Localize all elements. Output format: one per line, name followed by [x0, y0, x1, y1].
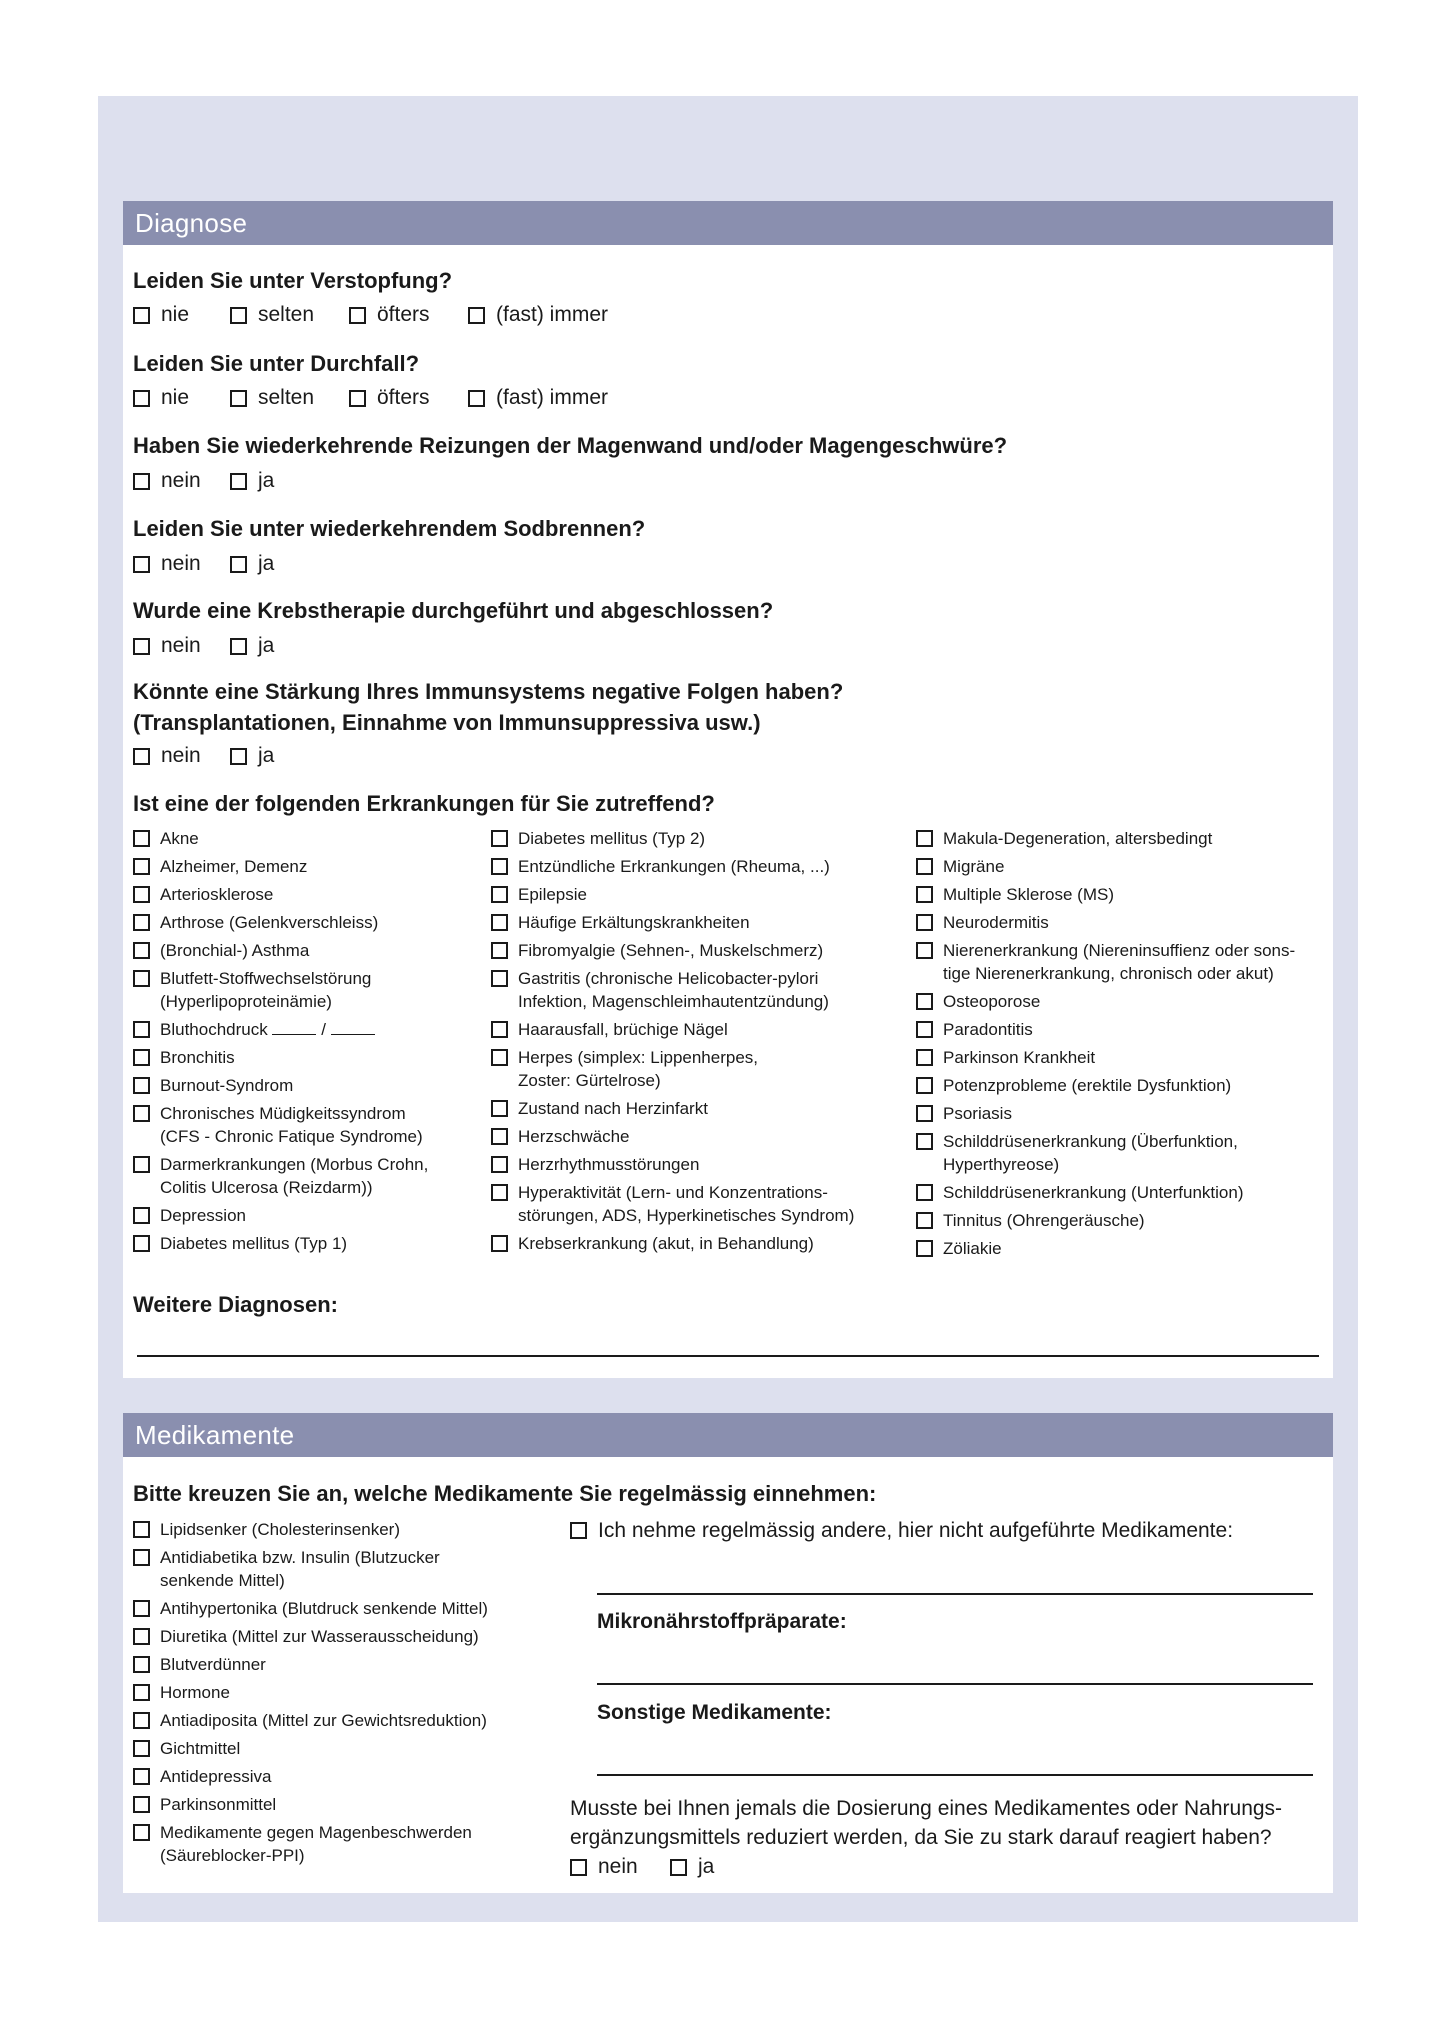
option-fast-immer[interactable]: (fast) immer	[468, 384, 608, 412]
medikamente-header: Medikamente	[123, 1413, 1333, 1457]
checkbox[interactable]	[133, 1824, 150, 1841]
checkbox[interactable]	[916, 1212, 933, 1229]
list-item[interactable]: Hyperaktivität (Lern- und Konzentrations- störungen, ADS, Hyperkinetisches Syndrom)	[491, 1181, 911, 1227]
checkbox[interactable]	[916, 1240, 933, 1257]
list-item[interactable]: Blutfett-Stoffwechselstörung (Hyperlipoproteinämie)	[133, 967, 473, 1013]
medication-list	[133, 1518, 533, 1872]
checkbox[interactable]	[491, 1156, 508, 1173]
list-item[interactable]: Arthrose (Gelenkverschleiss)	[133, 911, 473, 934]
checkbox[interactable]	[916, 942, 933, 959]
list-item[interactable]: Depression	[133, 1204, 473, 1227]
list-item[interactable]: Antiadiposita (Mittel zur Gewichtsreduktion)	[133, 1709, 533, 1732]
checkbox[interactable]	[133, 858, 150, 875]
option-ja[interactable]: ja	[230, 550, 274, 578]
checkbox[interactable]	[133, 1656, 150, 1673]
checkbox[interactable]	[133, 1156, 150, 1173]
checkbox[interactable]	[916, 1105, 933, 1122]
checkbox[interactable]	[230, 307, 247, 324]
checkbox[interactable]	[349, 390, 366, 407]
list-item[interactable]: Chronisches Müdigkeitssyndrom (CFS - Chronic Fatique Syndrome)	[133, 1102, 473, 1148]
checkbox[interactable]	[133, 1768, 150, 1785]
weitere-diagnosen-label: Weitere Diagnosen:	[133, 1292, 338, 1317]
checkbox[interactable]	[133, 970, 150, 987]
options-magen	[133, 467, 274, 495]
checkbox[interactable]	[230, 556, 247, 573]
checkbox[interactable]	[491, 970, 508, 987]
options-dosierung	[570, 1853, 714, 1881]
checkbox[interactable]	[230, 473, 247, 490]
option-ja[interactable]: ja	[670, 1853, 714, 1881]
options-immunsystem	[133, 742, 274, 770]
list-item[interactable]: Lipidsenker (Cholesterinsenker)	[133, 1518, 533, 1541]
diastolic-field[interactable]	[331, 1019, 375, 1035]
checkbox[interactable]	[491, 914, 508, 931]
checkbox[interactable]	[230, 390, 247, 407]
list-item[interactable]: Psoriasis	[916, 1102, 1326, 1125]
list-item[interactable]: Alzheimer, Demenz	[133, 855, 473, 878]
list-item[interactable]: Darmerkrankungen (Morbus Crohn, Colitis Ulcerosa (Reizdarm))	[133, 1153, 473, 1199]
checkbox[interactable]	[133, 830, 150, 847]
checkbox[interactable]	[916, 858, 933, 875]
checkbox[interactable]	[491, 1128, 508, 1145]
option-ja[interactable]: ja	[230, 467, 274, 495]
option-ja[interactable]: ja	[230, 742, 274, 770]
option-nein[interactable]: nein	[133, 550, 230, 578]
checkbox[interactable]	[491, 1049, 508, 1066]
option-nie[interactable]: nie	[133, 301, 230, 329]
diagnose-header: Diagnose	[123, 201, 1333, 245]
checkbox[interactable]	[133, 1521, 150, 1538]
options-verstopfung	[133, 301, 608, 329]
checkbox[interactable]	[133, 1684, 150, 1701]
question-immunsystem-note: (Transplantationen, Einnahme von Immunsuppressiva usw.)	[133, 710, 761, 735]
checkbox[interactable]	[491, 942, 508, 959]
option-oefters[interactable]: öfters	[349, 384, 468, 412]
checkbox[interactable]	[133, 1207, 150, 1224]
disease-column-2	[491, 827, 911, 1260]
checkbox[interactable]	[133, 748, 150, 765]
list-item[interactable]: Gastritis (chronische Helicobacter-pylori Infektion, Magenschleimhautentzündung)	[491, 967, 911, 1013]
option-oefters[interactable]: öfters	[349, 301, 468, 329]
list-item[interactable]: Schilddrüsenerkrankung (Überfunktion, Hyperthyreose)	[916, 1130, 1326, 1176]
medikamente-section	[123, 1413, 1333, 1893]
checkbox[interactable]	[133, 307, 150, 324]
diagnose-section	[123, 201, 1333, 1378]
checkbox[interactable]	[133, 886, 150, 903]
disease-column-3	[916, 827, 1326, 1265]
question-erkrankungen: Ist eine der folgenden Erkrankungen für Sie zutreffend?	[133, 791, 715, 816]
list-item[interactable]: Diuretika (Mittel zur Wasserausscheidung)	[133, 1625, 533, 1648]
checkbox[interactable]	[133, 1549, 150, 1566]
list-item[interactable]: Schilddrüsenerkrankung (Unterfunktion)	[916, 1181, 1326, 1204]
list-item[interactable]: Epilepsie	[491, 883, 911, 906]
checkbox[interactable]	[491, 1184, 508, 1201]
list-item[interactable]: Neurodermitis	[916, 911, 1326, 934]
list-item[interactable]: Fibromyalgie (Sehnen-, Muskelschmerz)	[491, 939, 911, 962]
list-item[interactable]: Parkinsonmittel	[133, 1793, 533, 1816]
checkbox[interactable]	[133, 914, 150, 931]
list-item[interactable]: Haarausfall, brüchige Nägel	[491, 1018, 911, 1041]
list-item[interactable]: Makula-Degeneration, altersbedingt	[916, 827, 1326, 850]
checkbox[interactable]	[916, 830, 933, 847]
list-item[interactable]: Diabetes mellitus (Typ 1)	[133, 1232, 473, 1255]
checkbox[interactable]	[133, 1049, 150, 1066]
list-item[interactable]: Tinnitus (Ohrengeräusche)	[916, 1209, 1326, 1232]
checkbox[interactable]	[133, 1740, 150, 1757]
mikronaehrstoff-label: Mikronährstoffpräparate:	[597, 1610, 847, 1633]
option-nie[interactable]: nie	[133, 384, 230, 412]
checkbox[interactable]	[916, 1077, 933, 1094]
question-sodbrennen: Leiden Sie unter wiederkehrendem Sodbrennen?	[133, 516, 646, 541]
checkbox[interactable]	[491, 886, 508, 903]
medikamente-question: Bitte kreuzen Sie an, welche Medikamente Sie regelmässig einnehmen:	[133, 1481, 877, 1506]
checkbox[interactable]	[133, 1105, 150, 1122]
question-magen: Haben Sie wiederkehrende Reizungen der Magenwand und/oder Magengeschwüre?	[133, 433, 1008, 458]
checkbox[interactable]	[133, 1628, 150, 1645]
checkbox[interactable]	[133, 1235, 150, 1252]
checkbox[interactable]	[916, 1133, 933, 1150]
sonstige-medikamente-label: Sonstige Medikamente:	[597, 1701, 832, 1724]
checkbox[interactable]	[133, 1021, 150, 1038]
checkbox[interactable]	[916, 1184, 933, 1201]
list-item[interactable]: Zöliakie	[916, 1237, 1326, 1260]
checkbox[interactable]	[570, 1522, 587, 1539]
checkbox[interactable]	[133, 1796, 150, 1813]
list-item[interactable]: Nierenerkrankung (Niereninsuffienz oder sons- tige Nierenerkrankung, chronisch oder akut)	[916, 939, 1326, 985]
list-item[interactable]: Zustand nach Herzinfarkt	[491, 1097, 911, 1120]
list-item[interactable]: Herzrhythmusstörungen	[491, 1153, 911, 1176]
option-ja[interactable]: ja	[230, 632, 274, 660]
checkbox[interactable]	[133, 1077, 150, 1094]
andere-medikamente-input[interactable]	[597, 1593, 1313, 1595]
list-item[interactable]: Migräne	[916, 855, 1326, 878]
checkbox[interactable]	[133, 638, 150, 655]
list-item[interactable]: Bronchitis	[133, 1046, 473, 1069]
checkbox[interactable]	[570, 1859, 587, 1876]
sonstige-medikamente-input[interactable]	[597, 1774, 1313, 1776]
question-krebstherapie: Wurde eine Krebstherapie durchgeführt und abgeschlossen?	[133, 598, 774, 623]
disease-column-1	[133, 827, 473, 1260]
list-item[interactable]: Herzschwäche	[491, 1125, 911, 1148]
checkbox[interactable]	[468, 390, 485, 407]
checkbox[interactable]	[133, 942, 150, 959]
list-item[interactable]: Blutverdünner	[133, 1653, 533, 1676]
list-item[interactable]: Entzündliche Erkrankungen (Rheuma, ...)	[491, 855, 911, 878]
options-sodbrennen	[133, 550, 274, 578]
list-item[interactable]: Häufige Erkältungskrankheiten	[491, 911, 911, 934]
checkbox[interactable]	[468, 307, 485, 324]
checkbox[interactable]	[230, 638, 247, 655]
systolic-field[interactable]	[272, 1019, 316, 1035]
list-item[interactable]: Paradontitis	[916, 1018, 1326, 1041]
option-fast-immer[interactable]: (fast) immer	[468, 301, 608, 329]
list-item[interactable]: Hormone	[133, 1681, 533, 1704]
list-item[interactable]: Krebserkrankung (akut, in Behandlung)	[491, 1232, 911, 1255]
list-item[interactable]: Antidiabetika bzw. Insulin (Blutzucker senkende Mittel)	[133, 1546, 533, 1592]
checkbox[interactable]	[133, 556, 150, 573]
checkbox[interactable]	[491, 1100, 508, 1117]
options-krebstherapie	[133, 632, 274, 660]
checkbox[interactable]	[491, 1235, 508, 1252]
weitere-diagnosen-input[interactable]	[137, 1355, 1319, 1357]
checkbox[interactable]	[916, 993, 933, 1010]
list-item[interactable]: Herpes (simplex: Lippenherpes, Zoster: Gürtelrose)	[491, 1046, 911, 1092]
list-item[interactable]: (Bronchial-) Asthma	[133, 939, 473, 962]
checkbox[interactable]	[670, 1859, 687, 1876]
list-item[interactable]: Medikamente gegen Magenbeschwerden (Säureblocker-PPI)	[133, 1821, 533, 1867]
list-item[interactable]: Diabetes mellitus (Typ 2)	[491, 827, 911, 850]
checkbox[interactable]	[491, 1021, 508, 1038]
option-selten[interactable]: selten	[230, 301, 349, 329]
checkbox[interactable]	[916, 1021, 933, 1038]
checkbox[interactable]	[133, 1600, 150, 1617]
andere-medikamente-option[interactable]: Ich nehme regelmässig andere, hier nicht aufgeführte Medikamente:	[570, 1517, 1233, 1545]
checkbox[interactable]	[133, 390, 150, 407]
list-item[interactable]: Antihypertonika (Blutdruck senkende Mittel)	[133, 1597, 533, 1620]
checkbox[interactable]	[916, 1049, 933, 1066]
question-verstopfung: Leiden Sie unter Verstopfung?	[133, 268, 453, 293]
list-item[interactable]: Burnout-Syndrom	[133, 1074, 473, 1097]
options-durchfall	[133, 384, 608, 412]
option-selten[interactable]: selten	[230, 384, 349, 412]
list-item[interactable]: Osteoporose	[916, 990, 1326, 1013]
checkbox[interactable]	[133, 1712, 150, 1729]
checkbox[interactable]	[491, 830, 508, 847]
list-item[interactable]: Potenzprobleme (erektile Dysfunktion)	[916, 1074, 1326, 1097]
dosierung-question-cont: ergänzungsmittels reduziert werden, da Sie zu stark darauf reagiert haben?	[570, 1826, 1272, 1849]
checkbox[interactable]	[133, 473, 150, 490]
option-nein[interactable]: nein	[133, 467, 230, 495]
list-item[interactable]: Parkinson Krankheit	[916, 1046, 1326, 1069]
list-item[interactable]: Antidepressiva	[133, 1765, 533, 1788]
checkbox[interactable]	[491, 858, 508, 875]
checkbox[interactable]	[916, 914, 933, 931]
mikronaehrstoff-input[interactable]	[597, 1683, 1313, 1685]
checkbox[interactable]	[916, 886, 933, 903]
option-nein[interactable]: nein	[570, 1853, 670, 1881]
list-item[interactable]: Arteriosklerose	[133, 883, 473, 906]
option-nein[interactable]: nein	[133, 632, 230, 660]
dosierung-question: Musste bei Ihnen jemals die Dosierung eines Medikamentes oder Nahrungs-	[570, 1797, 1283, 1820]
question-durchfall: Leiden Sie unter Durchfall?	[133, 351, 420, 376]
option-nein[interactable]: nein	[133, 742, 230, 770]
list-item[interactable]: Akne	[133, 827, 473, 850]
checkbox[interactable]	[349, 307, 366, 324]
question-immunsystem: Könnte eine Stärkung Ihres Immunsystems negative Folgen haben?	[133, 679, 844, 704]
list-item[interactable]: Gichtmittel	[133, 1737, 533, 1760]
checkbox[interactable]	[230, 748, 247, 765]
list-item[interactable]: Multiple Sklerose (MS)	[916, 883, 1326, 906]
list-item-bluthochdruck[interactable]: Bluthochdruck /	[133, 1018, 473, 1041]
